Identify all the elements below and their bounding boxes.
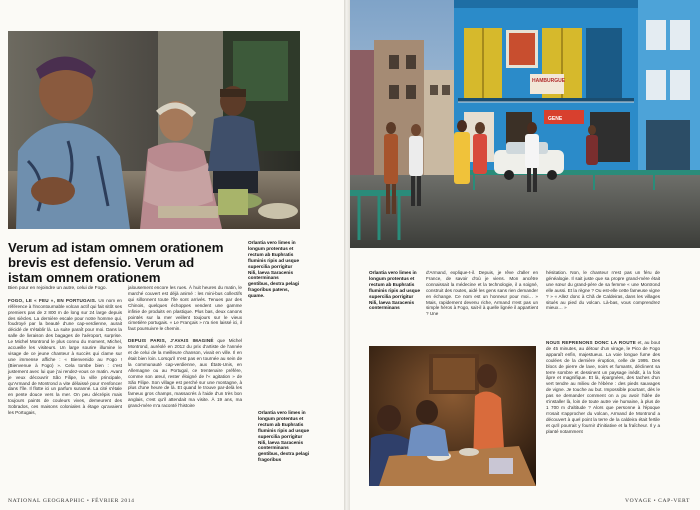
article-column-2 [128,285,242,409]
photo-street-scene [350,0,700,248]
shop-sign-text: HAMBURGUE [532,78,566,84]
article-column-4 [546,270,660,311]
photo-market-women [8,31,300,229]
footer-folio-right: VOYAGE • CAP-VERT [625,498,690,504]
article-column-1 [8,285,122,416]
section-label: NOUS REPRENONS DONC LA ROUTE [546,340,636,345]
photo-interior-table [369,346,536,486]
photo-caption-inner: Orlantia vero limes in longum protentus et rectum ab Euphratis fluminis ripis ad usque supercilia porrigitur Nili, laeva Saracenis conterminans gentibus, dextra pelagi fragoribus [258,410,310,463]
column-text: d'Armand, explique-t-il. Depuis, je rêve d'aller en France, de savoir d'où je viens. Mon ancêtre connaissait la médecine et la technologie, il a soigné, construit des routes, aidé les gens sans rien demander en échange. Ce nom est un honneur pour moi… » Mais, rapidement devenu riche, Armand n'est pas un simple héros à Fogo, sait-il à quelle lignée il appartient ? Une [426,270,538,317]
column-text: hésitation. Non, le chanteur n'est pas un féru de généalogie. Il sait juste que sa propre grand-mère était une sœur du grand-père de sa femme « une Montrond elle aussi. Et la règne ? Ou est-elle cette fameuse vigne ? » « Allez donc à Chã de Caldeiras, dans les villages situés au pied du volcan. Là-bas, vous comprendrez mieux… » [546,270,660,311]
photo-caption: Orlantia vero limes in longum protentus et rectum ab Euphratis fluminis ripis ad usque supercilia porrigitur Nili, laeva Saracenis conterminans [369,270,421,311]
section-label: DEPUIS PARIS, J'AVAIS IMAGINÉ [128,338,214,344]
column-text: Un nom en référence à l'incontournable volcan actif qui fait sitôt ses premiers pas de 2 800 m de long sur 24 large depuis des siècles. La dernière escale pour notre homme qui, foudroyé par la beauté d'une cap-verdienne, aurait décidé de s'établir là. La suite paraît pour moi. Dans la salle de livraison des bagages de l'aéroport, surprise. Le Michel Montrond le plus connu du moment, Michel, accueille les visiteurs. Un large sourire illumine le visage de ce jeune chanteur à succès qui clame sur une immense affiche : « Bienvenido au Fogo ! (Bienvenue à Fogo) ». Cela tombe bien : c'est justement avec lui que j'ai rendez-vous ce matin. Avant je veux découvrir São Filipe, la ville principale, qu'Armand de Montrond a vite délaissé pour s'enfoncer dans l'île. Il flotte ici un parfum suranné. La cité s'étale en pente douce vers la mer. On peu décrépis mais toujours paints de couleurs vives, demeurent des Sobrados, ces maisons coloniales à étage qu'avaient les Portugais, [8,297,122,416]
lead-paragraph: Bien pour en rejoindre un autre, celui de Fogo. [8,286,107,291]
column-text: que Michel Montrond, auréolé en 2012 du prix d'artiste de l'année et de celui de la meilleure chanson, vivait en ville. Il en était bien loin. Lorsqu'il n'est pas en tournée au sein de la communauté cap-verdienne, aux États-Unis, en Allemagne ou au Portugal, ce trentenaire préfère, comme son aïeul, rester éloigné de l'« agitation » de São Filipe. Son village est perché sur une montagne, à plus d'une heure de là. Et quand le trouve par-delà les fameux gros champs, massacrés à l'aide d'un très bon anglais, c'est qu'il attendait ma visite. À 19 ans, ma grand-mère m'a raconté l'histoire [128,338,242,409]
article-headline: Verum ad istam omnem orationem brevis est defensio. Verum ad istam omnem orationem [8,240,224,285]
section-label: FOGO, LE « FEU », EN PORTUGAIS. [8,297,97,303]
article-column-5 [546,340,660,435]
footer-folio-left: NATIONAL GEOGRAPHIC • FÉVRIER 2014 [8,498,135,504]
photo-caption: Orlantia vero limes in longum protentus et rectum ab Euphratis fluminis ripis ad usque supercilia porrigitur Nili, laeva Saracenis conterminans gentibus, dextra pelagi fragoribus patens, quame. [248,240,300,299]
column-text: et, au bout de 45 minutes, au détour d'un virage, le Pico de Fogo apparaît enfin, majestueux. La voie longue fume des coulées de la dernière éruption, celle de 1995. Des blocs de pierre de lave, noirs et fumants, déclinent sa terre sombre et dessinent un paysage inédit, à la fois âpre et magnifique. Et là, épargnées, des taches d'un vert tendre au milieu de l'ébène : des pieds sauvages de vigne. Je touche au but. Impossible pourtant, dès le pas se demander comment on a pu avoir l'idée de s'installer là, loin de toute autre vie humaine, à plus de 1 700 m d'altitude ? Alors que personne à l'époque n'osait s'approcher du volcan, Armand de Montrond a découvert à quel point la terre de la caldeira était fertile et qu'il pourrait y fournir d'initiative et la fraîcheur. Il y a planté notamment [546,340,660,434]
shop-sign-text: GENE [548,116,563,122]
right-page [350,0,700,510]
article-column-3 [426,270,538,317]
column-text: jalousement encore les rues. À huit heures du matin, le marché couvert est déjà animé : les mini-bus collectifs qui sillonnent toute l'île sont arrivés. Tenues par des Chinois, quelques échoppes vendent une gamme infinie de produits en plastique. Plus bas, deux canons pointés sur la mer veillent toujours sur le vieux cimetière portugais. « Le Français » n'a rien laissé ici, il faut poursuivre le chemin. [128,285,242,332]
